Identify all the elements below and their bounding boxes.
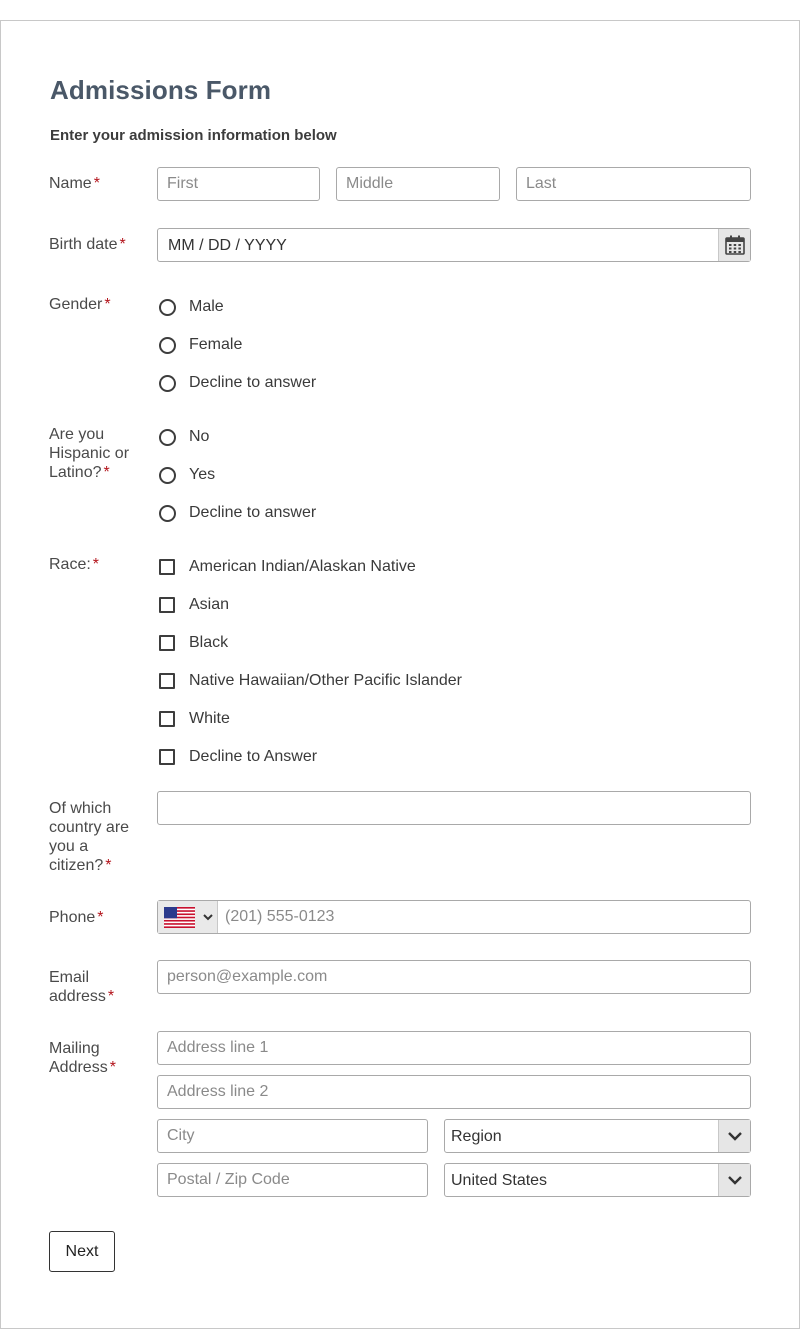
race-option-white[interactable]: White [159, 709, 175, 729]
required-mark: * [103, 464, 110, 481]
email-input[interactable] [157, 960, 751, 994]
gender-option-decline[interactable]: Decline to answer [159, 373, 176, 393]
phone-label: Phone * [49, 909, 104, 926]
checkbox[interactable] [159, 635, 175, 651]
city-input[interactable] [157, 1119, 428, 1153]
gender-label: Gender * [49, 296, 111, 313]
country-value: United States [451, 1172, 548, 1189]
birth-date-placeholder: MM / DD / YYYY [168, 237, 287, 254]
postal-code-input[interactable] [157, 1163, 428, 1197]
region-value: Region [451, 1128, 502, 1145]
required-mark: * [107, 988, 115, 1005]
required-mark: * [109, 1059, 116, 1076]
race-option-native-hawaiian[interactable]: Native Hawaiian/Other Pacific Islander [159, 671, 175, 691]
us-flag-icon [164, 907, 195, 928]
required-mark: * [119, 236, 126, 253]
radio-button[interactable] [159, 375, 176, 392]
region-dropdown-button[interactable] [718, 1120, 750, 1152]
chevron-down-icon [202, 911, 214, 923]
mailing-address-label: Mailing Address * [49, 1040, 116, 1076]
race-option-american-indian[interactable]: American Indian/Alaskan Native [159, 557, 175, 577]
checkbox[interactable] [159, 597, 175, 613]
name-label: Name * [49, 175, 100, 192]
race-option-black[interactable]: Black [159, 633, 175, 653]
email-label: Email address * [49, 969, 115, 1005]
chevron-down-icon [727, 1128, 743, 1144]
hispanic-option-decline[interactable]: Decline to answer [159, 503, 176, 523]
race-option-decline[interactable]: Decline to Answer [159, 747, 175, 767]
calendar-icon [725, 235, 745, 255]
required-mark: * [104, 296, 111, 313]
race-option-asian[interactable]: Asian [159, 595, 175, 615]
radio-button[interactable] [159, 429, 176, 446]
country-code-selector[interactable] [158, 901, 218, 933]
form-subtitle: Enter your admission information below [50, 127, 337, 144]
race-label: Race: * [49, 556, 100, 573]
checkbox[interactable] [159, 749, 175, 765]
country-dropdown-button[interactable] [718, 1164, 750, 1196]
last-name-input[interactable] [516, 167, 751, 201]
required-mark: * [105, 857, 112, 874]
required-mark: * [92, 556, 100, 573]
required-mark: * [93, 175, 100, 192]
country-select[interactable] [444, 1163, 751, 1197]
phone-field [157, 900, 751, 934]
radio-button[interactable] [159, 337, 176, 354]
form-title: Admissions Form [50, 75, 272, 105]
gender-option-female[interactable]: Female [159, 335, 176, 355]
checkbox[interactable] [159, 673, 175, 689]
birth-date-input[interactable] [157, 228, 751, 262]
checkbox[interactable] [159, 559, 175, 575]
calendar-button[interactable] [718, 229, 750, 261]
hispanic-option-no[interactable]: No [159, 427, 176, 447]
address-line2-input[interactable] [157, 1075, 751, 1109]
birth-date-label: Birth date * [49, 236, 126, 253]
checkbox[interactable] [159, 711, 175, 727]
gender-option-male[interactable]: Male [159, 297, 176, 317]
chevron-down-icon [727, 1172, 743, 1188]
address-line1-input[interactable] [157, 1031, 751, 1065]
radio-button[interactable] [159, 299, 176, 316]
next-button[interactable]: Next [49, 1231, 115, 1272]
phone-input[interactable] [218, 901, 750, 933]
hispanic-option-yes[interactable]: Yes [159, 465, 176, 485]
citizenship-label: Of which country are you a citizen? * [49, 800, 130, 874]
middle-name-input[interactable] [336, 167, 500, 201]
first-name-input[interactable] [157, 167, 320, 201]
radio-button[interactable] [159, 467, 176, 484]
required-mark: * [97, 909, 104, 926]
hispanic-label: Are you Hispanic or Latino? * [49, 426, 130, 481]
radio-button[interactable] [159, 505, 176, 522]
citizenship-input[interactable] [157, 791, 751, 825]
region-select[interactable] [444, 1119, 751, 1153]
